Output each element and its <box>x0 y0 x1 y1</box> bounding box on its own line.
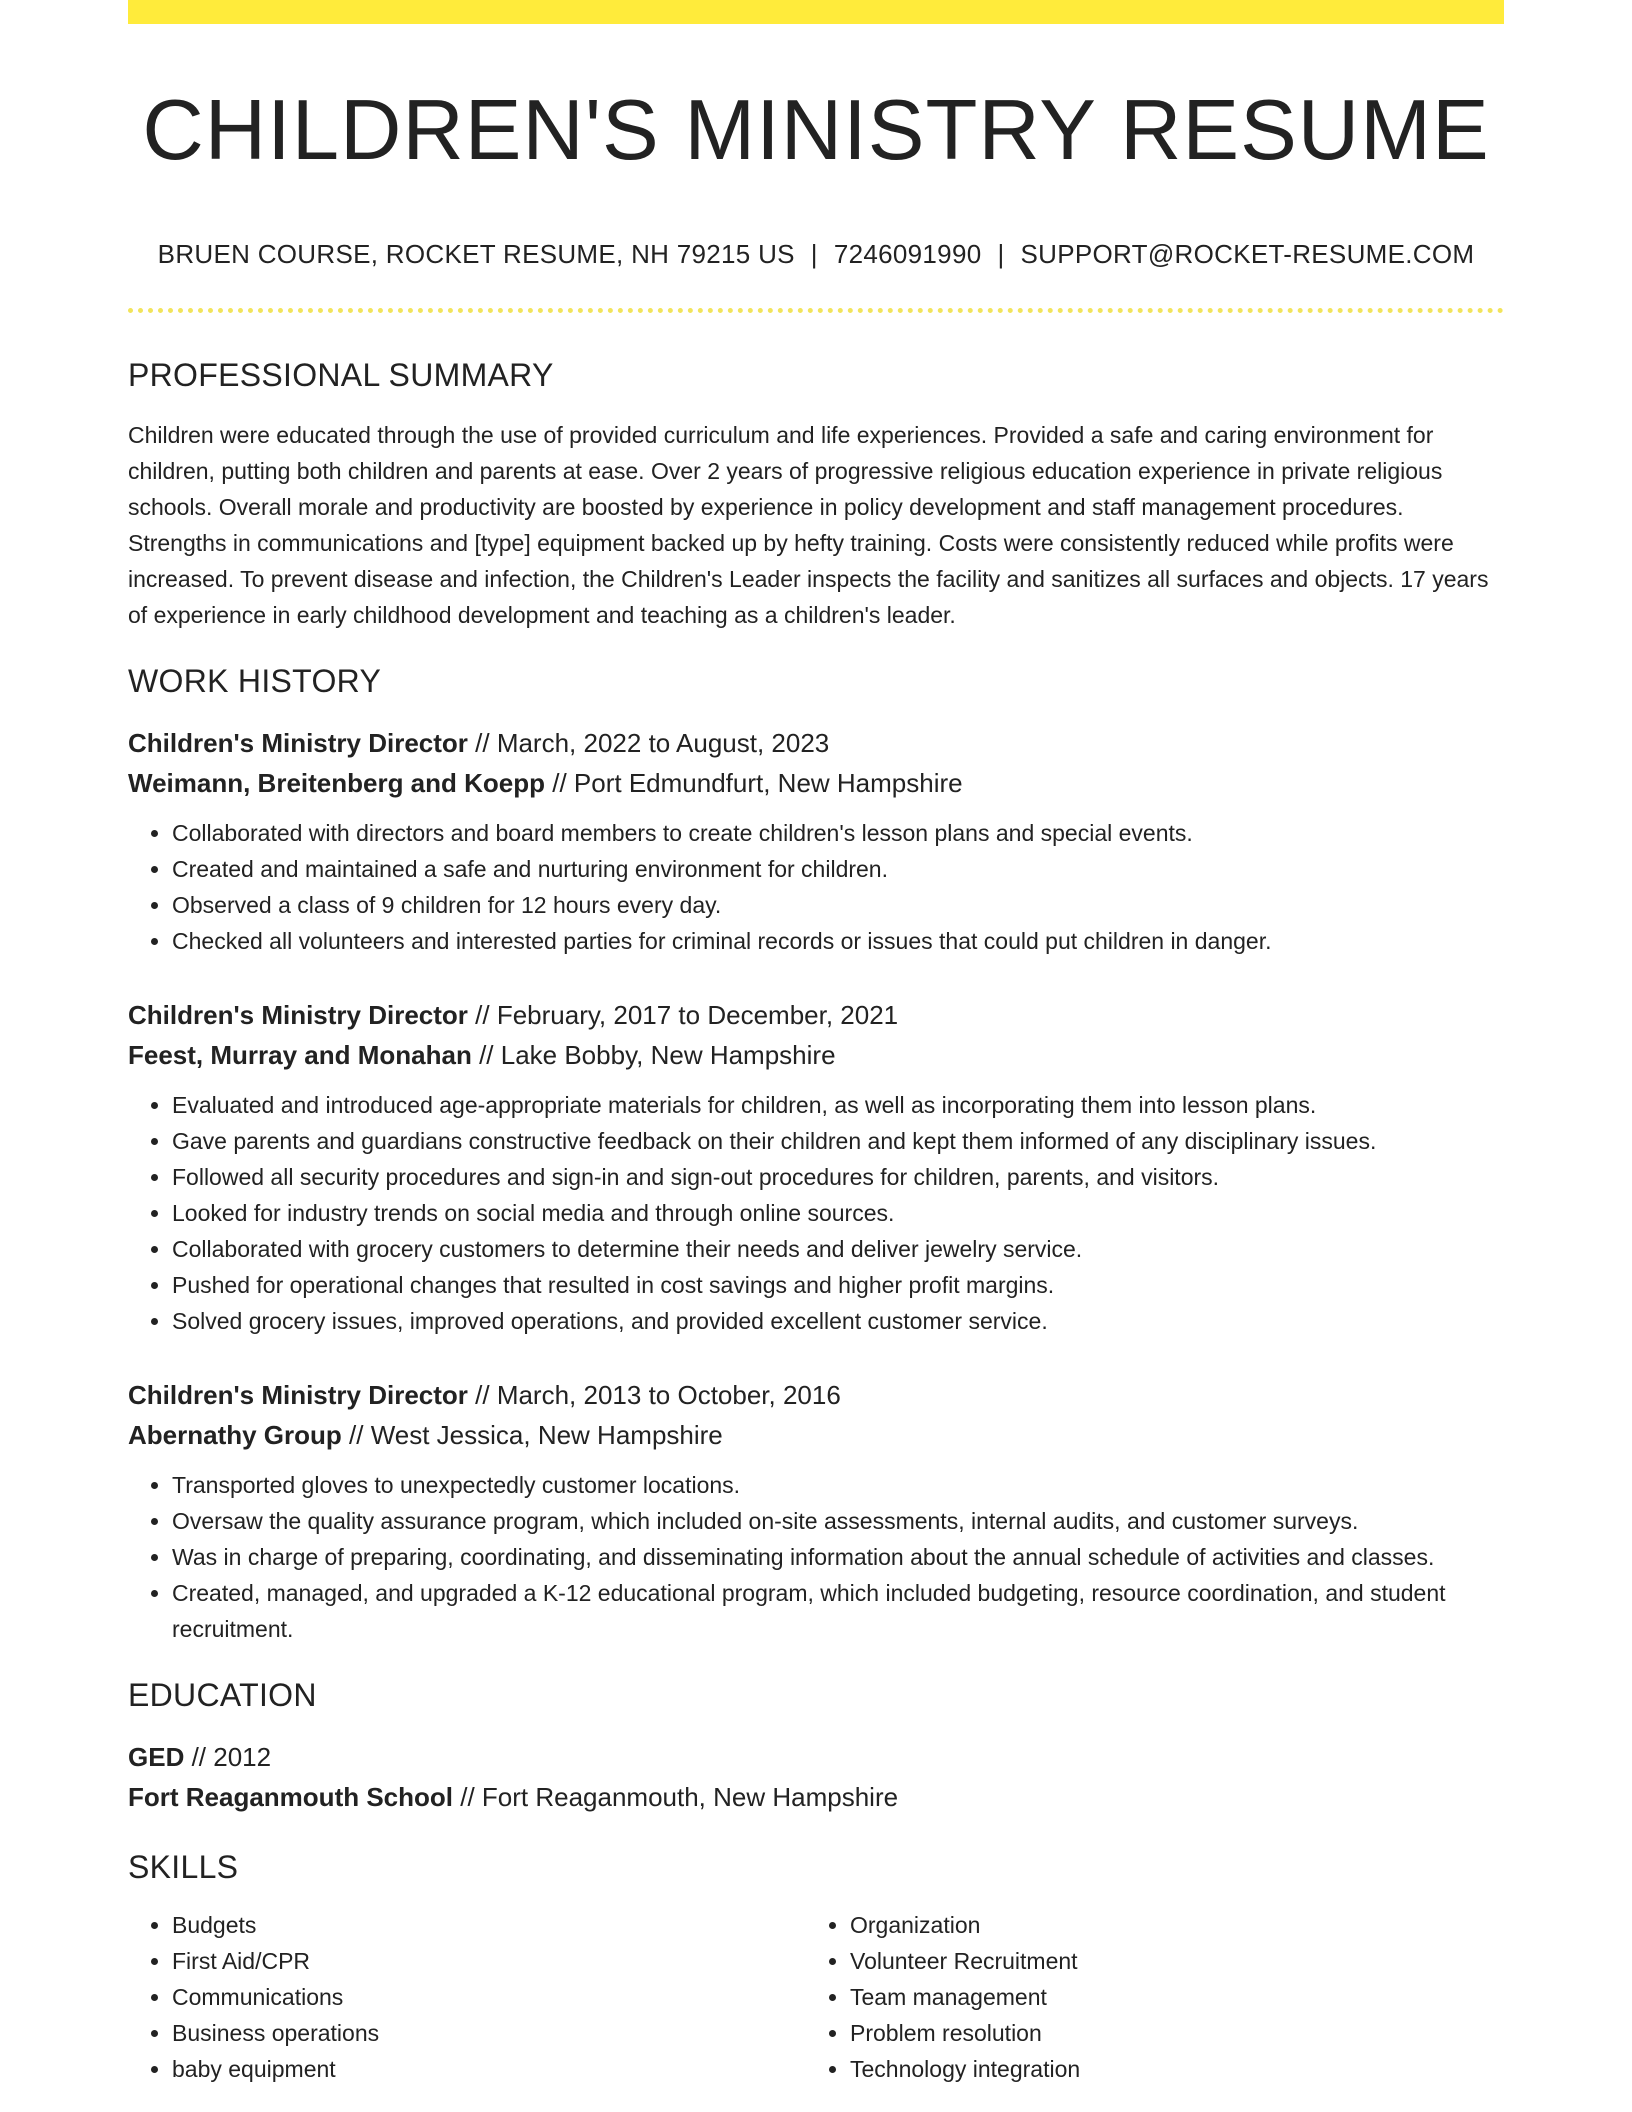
job-title-line <box>128 723 1504 763</box>
skills-columns <box>128 1907 1504 2087</box>
job-title-line <box>128 1375 1504 1415</box>
job-company: Feest, Murray and Monahan <box>128 1040 472 1070</box>
dotted-divider <box>128 308 1504 313</box>
job-title: Children's Ministry Director <box>128 1380 468 1410</box>
resume-content <box>128 24 1504 2087</box>
list-item: • Evaluated and introduced age-appropriate materials for children, as well as incorporating them into lesson plans. <box>172 1087 1504 1123</box>
list-item: • Solved grocery issues, improved operations, and provided excellent customer service. <box>172 1303 1504 1339</box>
list-item: • Created and maintained a safe and nurturing environment for children. <box>172 851 1504 887</box>
accent-bar <box>128 0 1504 24</box>
job-dates: // February, 2017 to December, 2021 <box>467 1000 899 1030</box>
list-item: • Observed a class of 9 children for 12 hours every day. <box>172 887 1504 923</box>
degree: GED <box>128 1742 185 1772</box>
skill-item: • baby equipment <box>172 2051 806 2087</box>
school-name: Fort Reaganmouth School <box>128 1782 453 1812</box>
skill-item: • Technology integration <box>850 2051 1484 2087</box>
job-title: Children's Ministry Director <box>128 728 468 758</box>
job-bullets <box>128 1467 1504 1647</box>
contact-line <box>128 238 1504 270</box>
job-entry <box>128 1375 1504 1647</box>
list-item: • Looked for industry trends on social media and through online sources. <box>172 1195 1504 1231</box>
skill-item: • First Aid/CPR <box>172 1943 806 1979</box>
contact-separator: | <box>997 239 1005 269</box>
skill-item: • Team management <box>850 1979 1484 2015</box>
list-item: • Pushed for operational changes that resulted in cost savings and higher profit margins. <box>172 1267 1504 1303</box>
list-item: • Collaborated with directors and board members to create children's lesson plans and special events. <box>172 815 1504 851</box>
list-item: • Created, managed, and upgraded a K-12 educational program, which included budgeting, resource coordination, and student recruitment. <box>172 1575 1504 1647</box>
summary-text: Children were educated through the use of provided curriculum and life experiences. Provided a safe and caring environment for children, putting both children and parents at ease. Over 2 years of progressive religious education experience in private religious schools. Overall morale and productivity are boosted by experience in policy development and staff management procedures. Strengths in communications and [type] equipment backed up by hefty training. Costs were consistently reduced while profits were increased. To prevent disease and infection, the Children's Leader inspects the facility and sanitizes all surfaces and objects. 17 years of experience in early childhood development and teaching as a children's leader. <box>128 422 1489 628</box>
job-location: // Lake Bobby, New Hampshire <box>471 1040 836 1070</box>
job-dates: // March, 2022 to August, 2023 <box>467 728 830 758</box>
job-location: // Port Edmundfurt, New Hampshire <box>545 768 963 798</box>
degree-line <box>128 1737 1504 1777</box>
skill-item: • Business operations <box>172 2015 806 2051</box>
job-bullets <box>128 815 1504 959</box>
skills-right-column <box>806 1907 1484 2087</box>
school-location: // Fort Reaganmouth, New Hampshire <box>453 1782 899 1812</box>
job-entry <box>128 995 1504 1339</box>
job-company-line <box>128 1035 1504 1075</box>
job-company-line <box>128 1415 1504 1455</box>
list-item: • Collaborated with grocery customers to determine their needs and deliver jewelry service. <box>172 1231 1504 1267</box>
degree-year: // 2012 <box>184 1742 272 1772</box>
school-line <box>128 1777 1504 1817</box>
resume-title: CHILDREN'S MINISTRY RESUME <box>142 83 1490 178</box>
job-entry <box>128 723 1504 959</box>
contact-phone: 7246091990 <box>833 239 982 269</box>
work-history-heading: WORK HISTORY <box>128 663 382 699</box>
job-title: Children's Ministry Director <box>128 1000 468 1030</box>
summary-heading: PROFESSIONAL SUMMARY <box>128 357 554 393</box>
skills-heading: SKILLS <box>128 1849 239 1885</box>
skill-item: • Volunteer Recruitment <box>850 1943 1484 1979</box>
skill-item: • Budgets <box>172 1907 806 1943</box>
list-item: • Was in charge of preparing, coordinating, and disseminating information about the annual schedule of activities and classes. <box>172 1539 1504 1575</box>
list-item: • Oversaw the quality assurance program, which included on-site assessments, internal audits, and customer surveys. <box>172 1503 1504 1539</box>
job-dates: // March, 2013 to October, 2016 <box>467 1380 841 1410</box>
contact-email: SUPPORT@ROCKET-RESUME.COM <box>1020 239 1475 269</box>
job-company: Abernathy Group <box>128 1420 342 1450</box>
contact-separator: | <box>810 239 818 269</box>
skill-item: • Organization <box>850 1907 1484 1943</box>
job-company-line <box>128 763 1504 803</box>
job-company: Weimann, Breitenberg and Koepp <box>128 768 546 798</box>
list-item: • Gave parents and guardians constructive feedback on their children and kept them informed of any disciplinary issues. <box>172 1123 1504 1159</box>
skill-item: • Communications <box>172 1979 806 2015</box>
skill-item: • Problem resolution <box>850 2015 1484 2051</box>
contact-address: BRUEN COURSE, ROCKET RESUME, NH 79215 US <box>157 239 795 269</box>
education-entry <box>128 1737 1504 1817</box>
job-location: // West Jessica, New Hampshire <box>341 1420 723 1450</box>
job-bullets <box>128 1087 1504 1339</box>
job-title-line <box>128 995 1504 1035</box>
list-item: • Checked all volunteers and interested parties for criminal records or issues that could put children in danger. <box>172 923 1504 959</box>
list-item: • Followed all security procedures and sign-in and sign-out procedures for children, parents, and visitors. <box>172 1159 1504 1195</box>
skills-left-column <box>128 1907 806 2087</box>
list-item: • Transported gloves to unexpectedly customer locations. <box>172 1467 1504 1503</box>
education-heading: EDUCATION <box>128 1677 317 1713</box>
